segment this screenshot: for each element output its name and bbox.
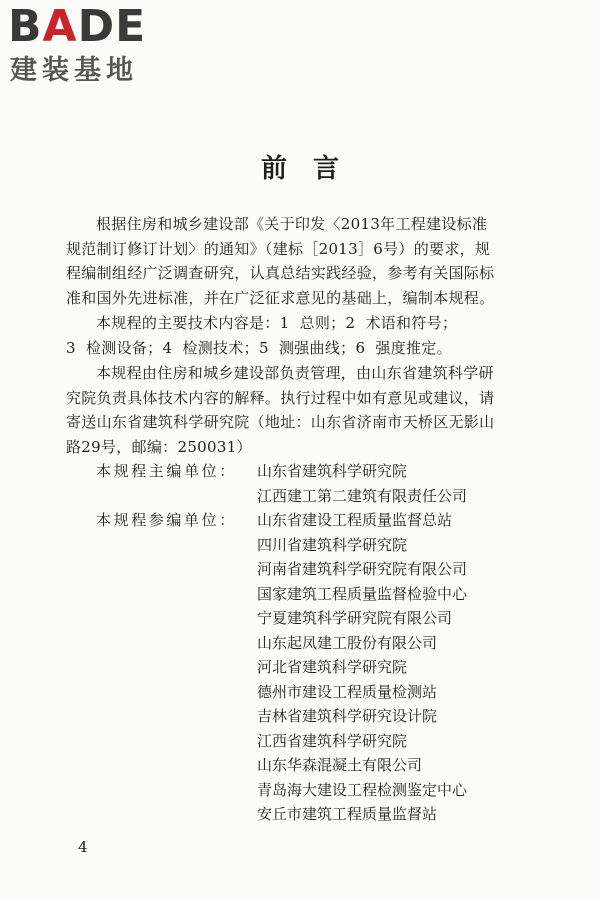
participating-unit-row [96, 729, 467, 754]
participating-unit-row [96, 704, 467, 729]
participating-unit-row [96, 533, 467, 558]
unit-name: 江西建工第二建筑有限责任公司 [257, 486, 468, 505]
page-number: 4 [78, 838, 88, 856]
participating-unit-row [96, 802, 467, 827]
paragraph-line: 3 检测设备；4 检测技术；5 测强曲线；6 强度推定。 [66, 338, 452, 357]
unit-name: 吉林省建筑科学研究设计院 [257, 707, 438, 725]
unit-name: 四川省建筑科学研究院 [257, 535, 408, 554]
paragraph-management [66, 361, 516, 459]
unit-name: 河南省建筑科学研究院有限公司 [257, 560, 468, 578]
paragraph-line: 根据住房和城乡建设部《关于印发〈2013年工程建设标准 [96, 215, 488, 233]
unit-name: 山东华森混凝土有限公司 [257, 756, 423, 774]
participating-unit-row [96, 753, 467, 778]
participating-unit-row [96, 582, 467, 607]
paragraph-line: 规范制订修订计划〉的通知》（建标［2013］6号）的要求，规 [66, 239, 491, 258]
logo-subtitle: 建装基地 [10, 55, 138, 86]
page-title: 前言 [260, 154, 365, 184]
unit-name: 安丘市建筑工程质量监督站 [257, 805, 438, 823]
participating-units-label: 本规程参编单位： [96, 511, 237, 529]
unit-name: 江西省建筑科学研究院 [257, 731, 408, 750]
unit-name: 青岛海大建设工程检测鉴定中心 [257, 780, 468, 799]
paragraph-line: 准和国外先进标准，并在广泛征求意见的基础上，编制本规程。 [66, 288, 495, 307]
unit-name: 山东省建筑科学研究院 [257, 462, 408, 480]
bade-logo [6, 2, 176, 88]
paragraph-background [66, 212, 516, 310]
paragraph-line: 究院负责具体技术内容的解释。执行过程中如有意见或建议，请 [66, 388, 495, 407]
participating-unit-row [96, 606, 467, 631]
participating-unit-row [96, 508, 467, 533]
paragraph-line: 寄送山东省建筑科学研究院（地址：山东省济南市天桥区无影山 [66, 413, 495, 431]
paragraph-line: 程编制组经广泛调查研究，认真总结实践经验，参考有关国际标 [66, 264, 495, 282]
unit-name: 宁夏建筑科学研究院有限公司 [257, 609, 453, 627]
chief-unit-row [96, 484, 467, 509]
chief-units-label: 本规程主编单位： [96, 462, 237, 480]
logo-wordmark: BADE [8, 1, 147, 52]
unit-name: 山东起凤建工股份有限公司 [257, 633, 438, 652]
participating-unit-row [96, 631, 467, 656]
logo-accent-letter: A [42, 1, 78, 52]
unit-name: 山东省建设工程质量监督总站 [257, 511, 453, 529]
paragraph-line: 本规程由住房和城乡建设部负责管理，由山东省建筑科学研 [96, 364, 494, 382]
paragraph-contents [66, 311, 516, 360]
participating-unit-row [96, 778, 467, 803]
units-list [96, 459, 467, 827]
chief-unit-row [96, 459, 467, 484]
unit-name: 河北省建筑科学研究院 [257, 658, 408, 676]
paragraph-line: 路29号，邮编：250031） [66, 437, 252, 456]
participating-unit-row [96, 680, 467, 705]
unit-name: 德州市建设工程质量检测站 [257, 682, 438, 701]
participating-unit-row [96, 557, 467, 582]
unit-name: 国家建筑工程质量监督检验中心 [257, 584, 468, 603]
participating-unit-row [96, 655, 467, 680]
paragraph-line: 本规程的主要技术内容是：1 总则；2 术语和符号； [96, 314, 458, 332]
